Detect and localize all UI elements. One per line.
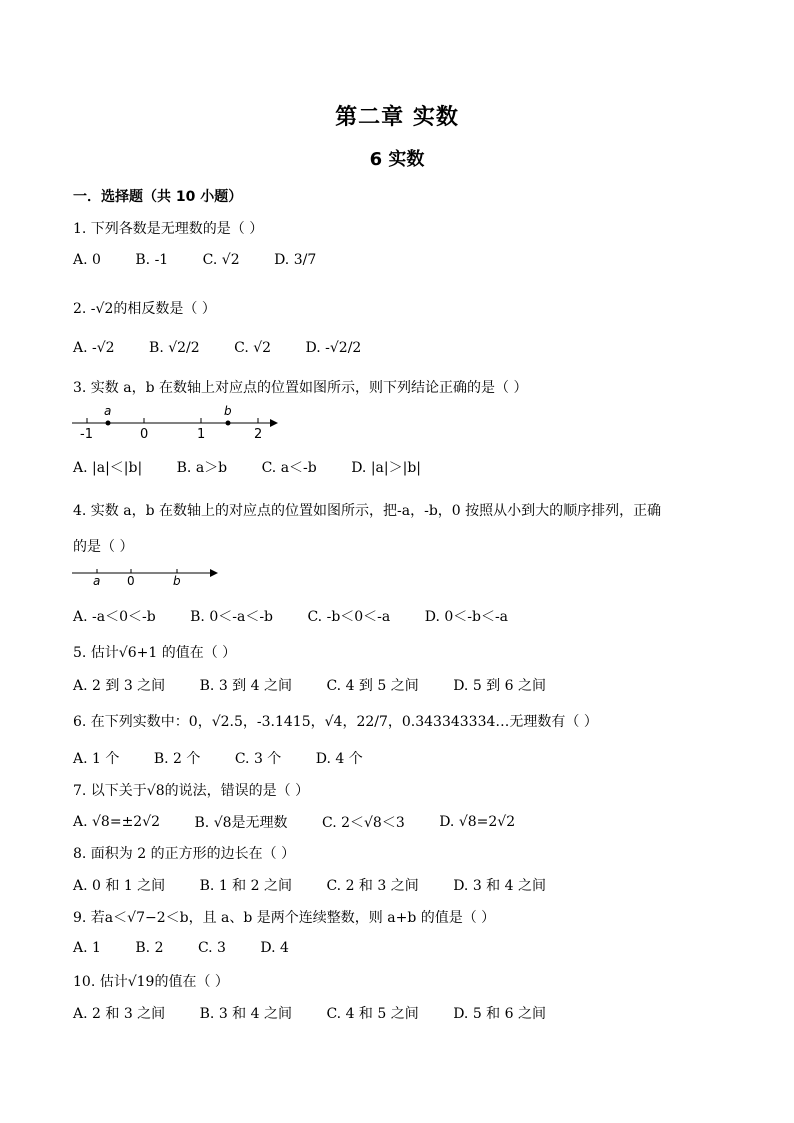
option: D. 5 到 6 之间 [453,678,546,694]
question-1-options [73,252,346,268]
option: B. 3 和 4 之间 [199,1006,292,1022]
option: A. 0 [73,252,101,268]
number-line-q3 [70,403,280,443]
point-b-label: b [224,404,232,418]
question-2-options [73,340,391,356]
option: B. 3 到 4 之间 [199,678,292,694]
option: C. 3 [197,940,226,956]
option: D. √8=2√2 [439,814,516,830]
option: D. |a|＞|b| [351,460,422,476]
option: A. 2 和 3 之间 [73,1006,166,1022]
option: C. -b＜0＜-a [307,609,391,625]
number-line-q4 [70,563,230,593]
tick-label: 0 [127,574,135,588]
option: A. √8=±2√2 [73,814,161,830]
question-10-stem: 10. 估计√19的值在（ ） [73,974,229,990]
option: D. 0＜-b＜-a [424,609,509,625]
point-b [226,421,231,426]
point-a-label: a [104,404,112,418]
option: B. 2 个 [153,751,201,767]
option: C. 3 个 [234,751,282,767]
option: D. 3 和 4 之间 [453,878,546,894]
option: C. 4 和 5 之间 [326,1006,419,1022]
question-3-stem: 3. 实数 a，b 在数轴上对应点的位置如图所示，则下列结论正确的是（ ） [73,380,528,396]
chapter-title: 第二章 实数 [335,105,459,130]
lesson-title: 6 实数 [369,149,425,170]
tick-label: 1 [197,427,206,442]
option: C. 2＜√8＜3 [321,815,405,831]
option: D. 3/7 [274,252,317,268]
question-9-stem: 9. 若a＜√7−2＜b，且 a、b 是两个连续整数，则 a+b 的值是（ ） [73,910,496,926]
option: A. 0 和 1 之间 [73,878,166,894]
question-1-stem: 1. 下列各数是无理数的是（ ） [73,221,264,237]
question-6-stem: 6. 在下列实数中：0，√2.5，-3.1415，√4，22/7，0.343343334…无理数有（ ） [73,714,598,730]
option: A. 1 [73,940,101,956]
point-b-label: b [173,574,181,588]
question-8-stem: 8. 面积为 2 的正方形的边长在（ ） [73,846,296,862]
axis-arrow [270,419,278,427]
option: A. |a|＜|b| [73,460,143,476]
question-5-stem: 5. 估计√6+1 的值在（ ） [73,645,237,661]
option: D. 4 个 [315,751,363,767]
tick-label: 2 [254,427,263,442]
option: A. -√2 [73,340,115,356]
option: D. -√2/2 [305,340,362,356]
option: D. 5 和 6 之间 [453,1006,546,1022]
option: A. 1 个 [73,751,120,767]
option: B. a＞b [176,460,228,476]
question-6-options [73,748,393,768]
option: A. -a＜0＜-b [73,609,156,625]
option: D. 4 [260,940,289,956]
option: B. 0＜-a＜-b [190,609,274,625]
axis-arrow [210,569,218,577]
option: C. 4 到 5 之间 [326,678,419,694]
question-4-options [73,606,538,626]
section-heading: 一．选择题（共 10 小题） [73,189,243,205]
question-10-options [73,1003,576,1023]
option: B. 1 和 2 之间 [199,878,292,894]
option: C. a＜-b [261,460,317,476]
question-8-options [73,875,576,895]
question-4-stem: 4. 实数 a，b 在数轴上的对应点的位置如图所示，把-a，-b，0 按照从小到大的顺序排列，正确 [73,503,662,519]
option: B. √2/2 [149,340,200,356]
question-5-options [73,675,576,695]
tick-label: -1 [80,427,93,442]
question-4-stem-cont: 的是（ ） [73,539,134,555]
option: B. √8是无理数 [194,815,288,831]
point-a [106,421,111,426]
point-a-label: a [93,574,101,588]
tick-label: 0 [140,427,149,442]
option: C. √2 [202,252,240,268]
question-9-options [73,940,319,956]
option: A. 2 到 3 之间 [73,678,166,694]
question-7-options [73,812,545,832]
question-2-stem: 2. -√2的相反数是（ ） [73,301,216,317]
option: C. 2 和 3 之间 [326,878,419,894]
option: C. √2 [234,340,272,356]
option: B. 2 [135,940,164,956]
question-7-stem: 7. 以下关于√8的说法，错误的是（ ） [73,783,310,799]
question-3-options [73,457,451,477]
option: B. -1 [135,252,169,268]
